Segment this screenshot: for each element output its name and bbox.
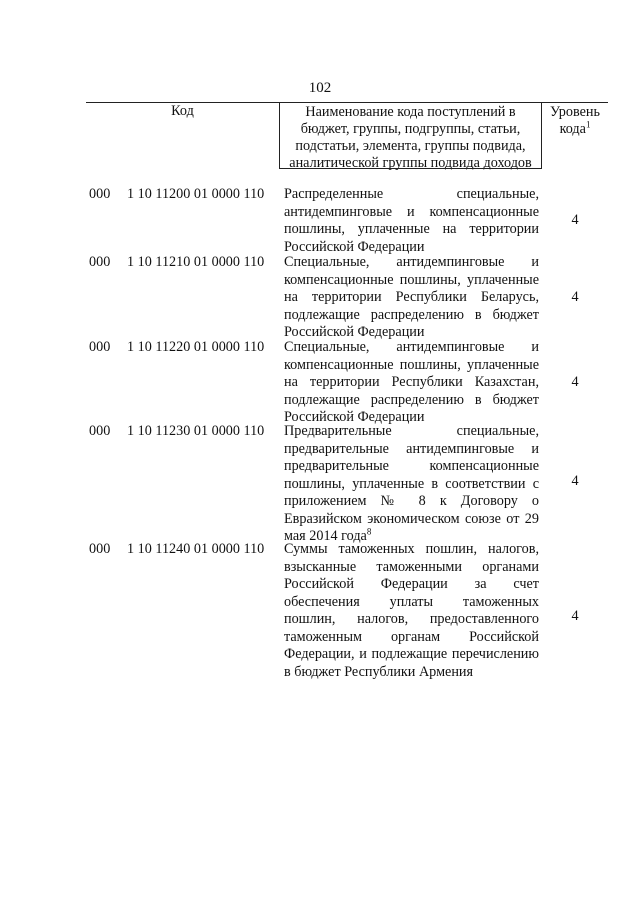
row-admin-code: 000 <box>89 541 111 557</box>
row-admin-code: 000 <box>89 423 111 439</box>
row-budget-code: 1 10 11200 01 0000 110 <box>127 186 265 202</box>
row-level: 4 <box>571 289 579 305</box>
row-name <box>284 423 539 546</box>
row-budget-code: 1 10 11230 01 0000 110 <box>127 423 265 439</box>
row-budget-code: 1 10 11210 01 0000 110 <box>127 254 265 270</box>
header-code: Код <box>86 102 279 168</box>
row-admin-code: 000 <box>89 254 111 270</box>
header-level <box>542 102 608 168</box>
row-name-text: Предварительные специальные, предварительные антидемпинговые и предварительные компенсационные пошлины, уплаченные в соответствии с приложением № 8 к Договору о Евразийском экономическом союзе от 29 мая 2014 года <box>284 423 539 544</box>
row-budget-code: 1 10 11220 01 0000 110 <box>127 339 265 355</box>
header-level-label: Уровень кода <box>550 104 600 137</box>
row-level: 4 <box>571 212 579 228</box>
row-name: Суммы таможенных пошлин, налогов, взысканные таможенными органами Российской Федерации за счет обеспечения уплаты таможенных пошлин, налогов, предоставленного таможенным органам Российской Федерации, и подлежащие перечислению в бюджет Республики Армения <box>284 541 539 680</box>
row-name: Специальные, антидемпинговые и компенсационные пошлины, уплаченные на территории Республики Казахстан, подлежащие распределению в бюджет Российской Федерации <box>284 339 539 425</box>
row-admin-code: 000 <box>89 339 111 355</box>
row-name: Специальные, антидемпинговые и компенсационные пошлины, уплаченные на территории Республики Беларусь, подлежащие распределению в бюджет Российской Федерации <box>284 254 539 340</box>
row-name-footnote: 8 <box>366 526 372 537</box>
row-level: 4 <box>571 608 579 624</box>
row-admin-code: 000 <box>89 186 111 202</box>
row-level: 4 <box>571 473 579 489</box>
row-level: 4 <box>571 374 579 390</box>
row-budget-code: 1 10 11240 01 0000 110 <box>127 541 265 557</box>
header-divider <box>279 168 542 169</box>
page-number: 102 <box>308 80 332 96</box>
header-level-footnote: 1 <box>585 119 591 130</box>
row-name: Распределенные специальные, антидемпинговые и компенсационные пошлины, уплаченные на территории Российской Федерации <box>284 186 539 255</box>
header-name: Наименование кода поступлений в бюджет, группы, подгруппы, статьи, подстатьи, элемента, группы подвида, аналитической группы подвида доходов <box>279 102 542 168</box>
